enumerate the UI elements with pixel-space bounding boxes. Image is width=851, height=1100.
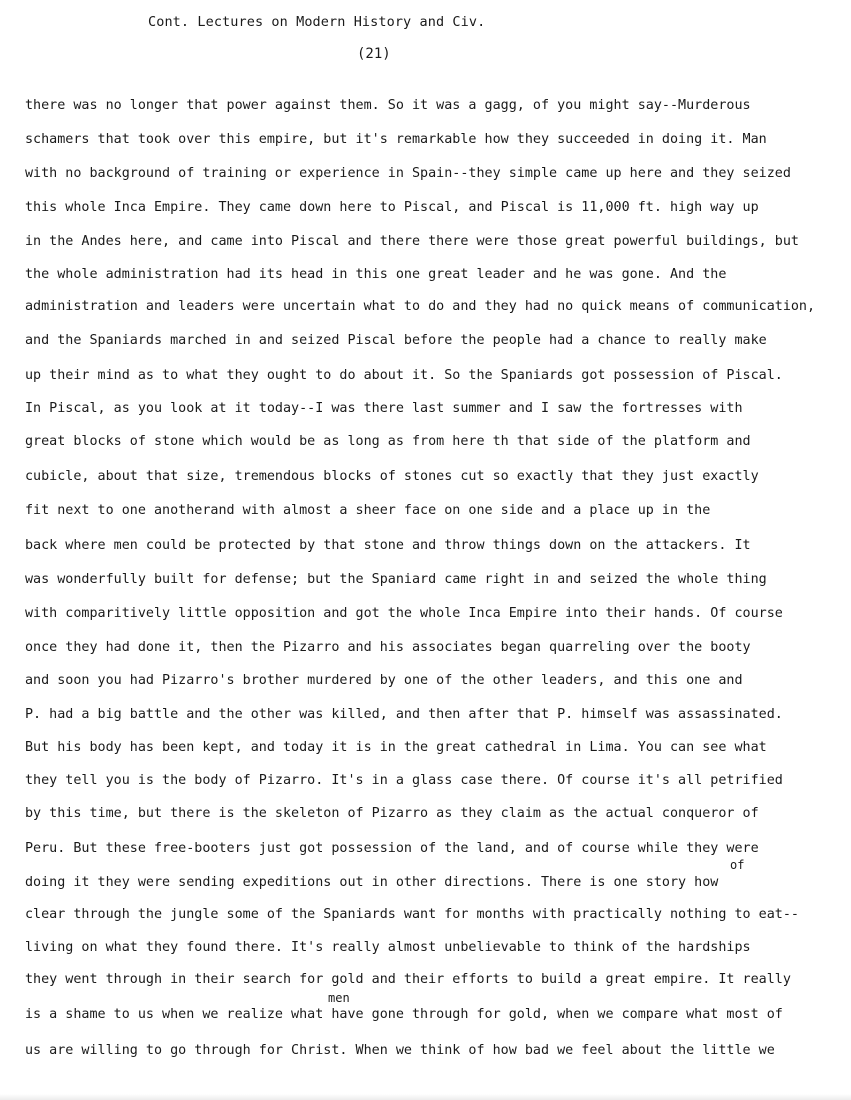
text-line: in the Andes here, and came into Piscal and there there were those great powerful buildings, but bbox=[25, 234, 799, 249]
text-line: with no background of training or experience in Spain--they simple came up here and they seized bbox=[25, 166, 791, 181]
text-line: clear through the jungle some of the Spaniards want for months with practically nothing to eat-- bbox=[25, 907, 799, 922]
text-line: once they had done it, then the Pizarro and his associates began quarreling over the booty bbox=[25, 640, 751, 655]
text-line: us are willing to go through for Christ. When we think of how bad we feel about the little we bbox=[25, 1043, 775, 1058]
text-line: there was no longer that power against them. So it was a gagg, of you might say--Murderous bbox=[25, 98, 751, 113]
page-bottom-edge bbox=[0, 1094, 851, 1100]
handwritten-insert-of: of bbox=[730, 858, 745, 872]
text-line: the whole administration had its head in this one great leader and he was gone. And the bbox=[25, 267, 727, 282]
text-line: they went through in their search for gold and their efforts to build a great empire. It really bbox=[25, 972, 791, 987]
text-line: and the Spaniards marched in and seized Piscal before the people had a chance to really make bbox=[25, 333, 767, 348]
text-line: doing it they were sending expeditions out in other directions. There is one story how bbox=[25, 875, 719, 890]
text-line: P. had a big battle and the other was killed, and then after that P. himself was assassinated. bbox=[25, 707, 783, 722]
text-line: by this time, but there is the skeleton of Pizarro as they claim as the actual conqueror of bbox=[25, 806, 759, 821]
text-line: they tell you is the body of Pizarro. It's in a glass case there. Of course it's all petrified bbox=[25, 773, 783, 788]
text-line: living on what they found there. It's really almost unbelievable to think of the hardships bbox=[25, 940, 751, 955]
header-title: Cont. Lectures on Modern History and Civ. bbox=[148, 14, 486, 30]
text-line: was wonderfully built for defense; but the Spaniard came right in and seized the whole thing bbox=[25, 572, 767, 587]
page-number: (21) bbox=[357, 46, 391, 62]
text-line: back where men could be protected by that stone and throw things down on the attackers. It bbox=[25, 538, 751, 553]
text-line: is a shame to us when we realize what have gone through for gold, when we compare what most of bbox=[25, 1007, 783, 1022]
text-line: with comparitively little opposition and got the whole Inca Empire into their hands. Of course bbox=[25, 606, 783, 621]
text-line: up their mind as to what they ought to do about it. So the Spaniards got possession of Piscal. bbox=[25, 368, 783, 383]
text-line: In Piscal, as you look at it today--I was there last summer and I saw the fortresses with bbox=[25, 401, 743, 416]
text-line: fit next to one anotherand with almost a sheer face on one side and a place up in the bbox=[25, 503, 711, 518]
text-line: cubicle, about that size, tremendous blocks of stones cut so exactly that they just exactly bbox=[25, 469, 759, 484]
text-line: and soon you had Pizarro's brother murdered by one of the other leaders, and this one and bbox=[25, 673, 743, 688]
handwritten-insert-men: men bbox=[328, 991, 350, 1005]
text-line: Peru. But these free-booters just got possession of the land, and of course while they were bbox=[25, 841, 759, 856]
text-line: great blocks of stone which would be as long as from here th that side of the platform and bbox=[25, 434, 751, 449]
text-line: this whole Inca Empire. They came down here to Piscal, and Piscal is 11,000 ft. high way up bbox=[25, 200, 759, 215]
text-line: schamers that took over this empire, but it's remarkable how they succeeded in doing it. Man bbox=[25, 132, 767, 147]
text-line: administration and leaders were uncertain what to do and they had no quick means of communication, bbox=[25, 299, 816, 314]
text-line: But his body has been kept, and today it is in the great cathedral in Lima. You can see what bbox=[25, 740, 767, 755]
